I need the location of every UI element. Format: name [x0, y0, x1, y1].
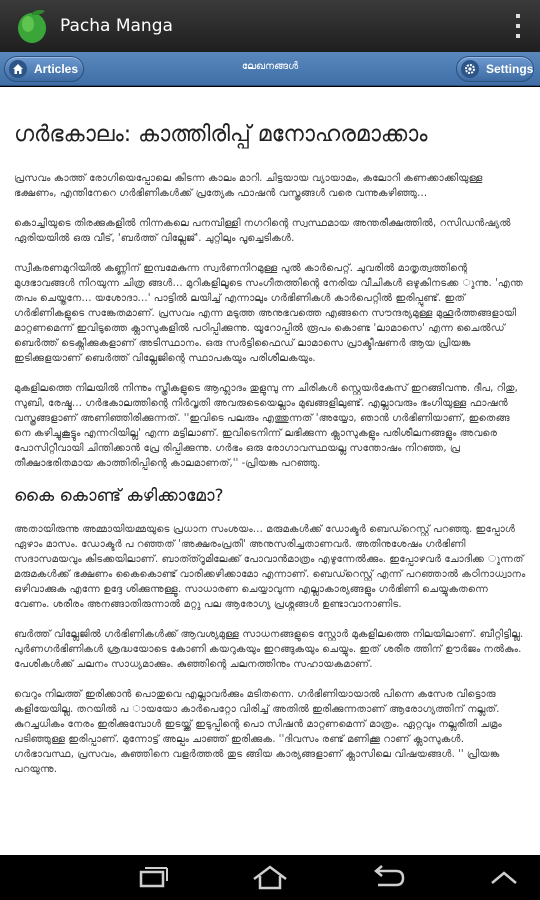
article-paragraph: വെറും നിലത്ത് ഇരിക്കാൻ പൊതുവെ എല്ലാവർക്കും മടിതന്നെ. ഗർഭിണിയായാൽ പിന്നെ കസേര വിട്ടൊരു കളിയേയില്ല. തറയിൽ പ ായയോ കാർപെറ്റോ വിരിച്ച് അതിൽ ഇരിക്കുന്നതാണ് ആരോഗ്യത്തിന് നല്ലത്. കുറച്ചധികം നേരം ഇരിക്കുമ്പോൾ ഇടയ്ക്ക് ഇടുപ്പിന്റെ പൊ സിഷൻ മാറ്റണമെന്ന് മാത്രം. ഏറ്റവും നല്ലരീതി ചമ്രം പടിഞ്ഞുള്ള ഇരിപ്പാണ്. മുന്നോട്ട് അല്പം ചാഞ്ഞ് ഇരിക്കുക. ''ദിവസം രണ്ട് മണിക്കൂ റാണ് ക്ലാസുകൾ. ഗർഭാവസ്ഥ, പ്രസവം, കുഞ്ഞിനെ വളർത്തൽ തുട ങ്ങിയ കാര്യങ്ങളാണ് ക്ലാസിലെ വിഷയങ്ങൾ. '' പ്രിയങ്ക പറയുന്നു.: [14, 688, 502, 775]
article-paragraph: മുകളിലത്തെ നിലയിൽ നിന്നും സ്ത്രീകളുടെ ആഹ്ലാദം തുളുമ്പു ന്ന ചിരികൾ സ്റ്റെയർകേസ് ഇറങ്ങിവന്നു. ദീപ, റിതു, സുബി, രേഷ്മ… ഗർഭകാലത്തിന്റെ നിർവൃതി അവരുടെയെല്ലാം മുഖങ്ങളിലുണ്ട്. എല്ലാവരും ഭംഗിയുള്ള ഫാഷൻ വസ്ത്രങ്ങളാണ് അണിഞ്ഞിരിക്കുന്നത്. ''ഇവിടെ പലരും എത്തുന്നത് 'അയ്യോ, ഞാൻ ഗർഭിണിയാണ്, ഇതെങ്ങ നെ കഴിച്ചുകൂട്ടും എന്നറിയില്ല' എന്ന മട്ടിലാണ്. ഇവിടെനിന്ന് ലഭിക്കുന്ന ക്ലാസുകളും പരിശീലനങ്ങളും അവരെ പോസിറ്റീവായി ചിന്തിക്കാൻ പ്രേ രിപ്പിക്കുന്നു. ഗർഭം ഒരു രോഗാവസ്ഥയല്ല സന്തോഷം നിറഞ്ഞ, പ്ര തീക്ഷാഭരിതമായ കാത്തിരിപ്പിന്റെ കാലമാണത്,'' -പ്രിയങ്ക പറഞ്ഞു.: [14, 382, 518, 469]
overflow-menu-icon[interactable]: [514, 14, 522, 38]
page-toolbar: [0, 52, 540, 86]
article-paragraph: ബർത്ത് വില്ലേജിൽ ഗർഭിണികൾക്ക് ആവശ്യമുള്ള സാധനങ്ങളുടെ സ്റ്റോർ മുകളിലത്തെ നിലയിലാണ്. ബീറ്റിട്ടില്ല. പുർണഗർഭിണികൾ ശ്രദ്ധയോടെ കോണി കയറുകയും ഇറങ്ങുകയും ചെയ്യും. ഇത് ശരീര ത്തിന് ഊർജം നൽകും. പേശികൾക്ക് ചലനം സാധ്യമാക്കും. കുഞ്ഞിന്റെ ചലനത്തിനും സഹായകമാണ്.: [14, 628, 524, 670]
article-title: ഗർഭകാലം: കാത്തിരിപ്പ് മനോഹരമാക്കാം: [14, 122, 428, 147]
home-icon[interactable]: [250, 863, 290, 893]
article-subheading: കൈ കൊണ്ട് കഴിക്കാമോ?: [14, 485, 224, 506]
settings-icon: [461, 60, 479, 78]
mango-leaf-logo-icon: [12, 6, 52, 46]
toolbar-title: ലേഖനങ്ങൾ: [241, 61, 299, 72]
app-title: Pacha Manga: [60, 16, 173, 36]
article-paragraph: സ്വീകരണമുറിയിൽ കണ്ണിന് ഇമ്പമേകുന്ന സ്വർണനിറമുള്ള പുൽ കാർപെറ്റ്. ചുവരിൽ മാതൃത്വത്തിന്റെ മുഗ്ദഭാവങ്ങൾ നിറയുന്ന ചിത്ര ങ്ങൾ… മുറികളിലൂടെ സംഗീതത്തിന്റെ നേരിയ വീചികൾ ഒഴുകിനടക്ക ുന്നു. 'എന്ത തപം ചെയ്തനേ… യശോദാ…' പാട്ടിൽ ലയിച്ച് എന്നാലും ഗർഭിണികൾ കാർപെറ്റിൽ ഇരിപ്പുണ്ട്. ഇത് ഗർഭിണികളുടെ സങ്കേതമാണ്. പ്രസവം എന്ന മടുത്ത അനുഭവത്തെ എങ്ങനെ സൗന്ദര്യമുള്ള മുഹൂർത്തങ്ങളായി മാറ്റണമെന്ന് ഇവിടുത്തെ ക്ലാസുകളിൽ പഠിപ്പിക്കുന്നു. യൂറോപ്പിൽ രൂപം കൊണ്ട 'ലാമാസെ' എന്ന ചൈൽഡ് ബെർത്ത് ടെക്നിക്കുകളാണ് അടിസ്ഥാനം. ഒരു സർട്ടിഫൈഡ് ലാമാസെ പ്രാക്ടീഷണർ ആയ പ്രിയങ്ക ഇടിക്കുളയാണ് ബെർത്ത് വില്ലേജിന്റെ സ്ഥാപകയും പരിശീലകയും.: [14, 262, 523, 364]
article-paragraph: പ്രസവം കാത്ത് രോഗിയെപ്പോലെ കിടന്ന കാലം മാറി. ചിട്ടയായ വ്യായാമം, കലോറി കണക്കാക്കിയുള്ള ഭക്ഷണം, എന്തിനേറെ ഗർഭിണികൾക്ക് പ്രത്യേക ഫാഷൻ വസ്ത്രങ്ങൾ വരെ വന്നുകഴിഞ്ഞു…: [14, 172, 483, 199]
chevron-up-icon[interactable]: [484, 863, 524, 893]
article-paragraph: അതായിരുന്നു അമ്മായിയമ്മയുടെ പ്രധാന സംശയം… മരുമകൾക്ക് ഡോക്ടർ ബെഡ്റെസ്റ്റ് പറഞ്ഞു. ഇപ്പോൾ ഏഴാം മാസം. ഡോക്ടർ പ റഞ്ഞത് 'അക്ഷരംപ്രതി' അനുസരിച്ചതാണവർ. അതിനുശേഷം ഗർഭിണി സദാസമയവും കിടക്കയിലാണ്. ബാത്ത്റൂമിലേക്ക് പോവാൻമാത്രം എഴുന്നേൽക്കും. ഇപ്പോഴവർ ചോദിക്ക ുന്നത് മരുമകൾക്ക് ഭക്ഷണം കൈകൊണ്ട് വാരിക്കഴിക്കാമോ എന്നാണ്. ബെഡ്റെസ്റ്റ് എന്ന് പറഞ്ഞാൽ കഠിനാധ്വാനം ഒഴിവാക്കുക എന്നേ ഉദ്ദേ ശിക്കുന്നുള്ളൂ. സാധാരണ ചെയ്യാവുന്ന എല്ലാകാര്യങ്ങളും ഗർഭിണി ചെയ്യുകതന്നെ വേണം. ശരീരം അനങ്ങാതിരുന്നാൽ മറ്റു പല ആരോഗ്യ പ്രശ്നങ്ങൾ ഉണ്ടാവാനാണിട.: [14, 523, 526, 610]
articles-button-label: Articles: [34, 62, 79, 76]
settings-button-label: Settings: [486, 62, 534, 76]
settings-button[interactable]: [456, 56, 534, 82]
article-paragraph: കൊച്ചിയുടെ തിരക്കുകളിൽ നിന്നകലെ പനമ്പിള്ളി നഗറിന്റെ സ്വസ്ഥമായ അന്തരീക്ഷത്തിൽ, റസിഡൻഷ്യൽ ഏരിയയിൽ ഒരു വീട്, 'ബർത്ത് വില്ലേജ്'. ചുറ്റിലും പൂച്ചെടികൾ.: [14, 217, 511, 244]
system-navigation-bar: [0, 855, 540, 900]
app-action-bar: [0, 0, 540, 52]
recent-apps-icon[interactable]: [132, 863, 172, 893]
back-icon[interactable]: [368, 863, 408, 893]
article-content[interactable]: [0, 87, 540, 855]
